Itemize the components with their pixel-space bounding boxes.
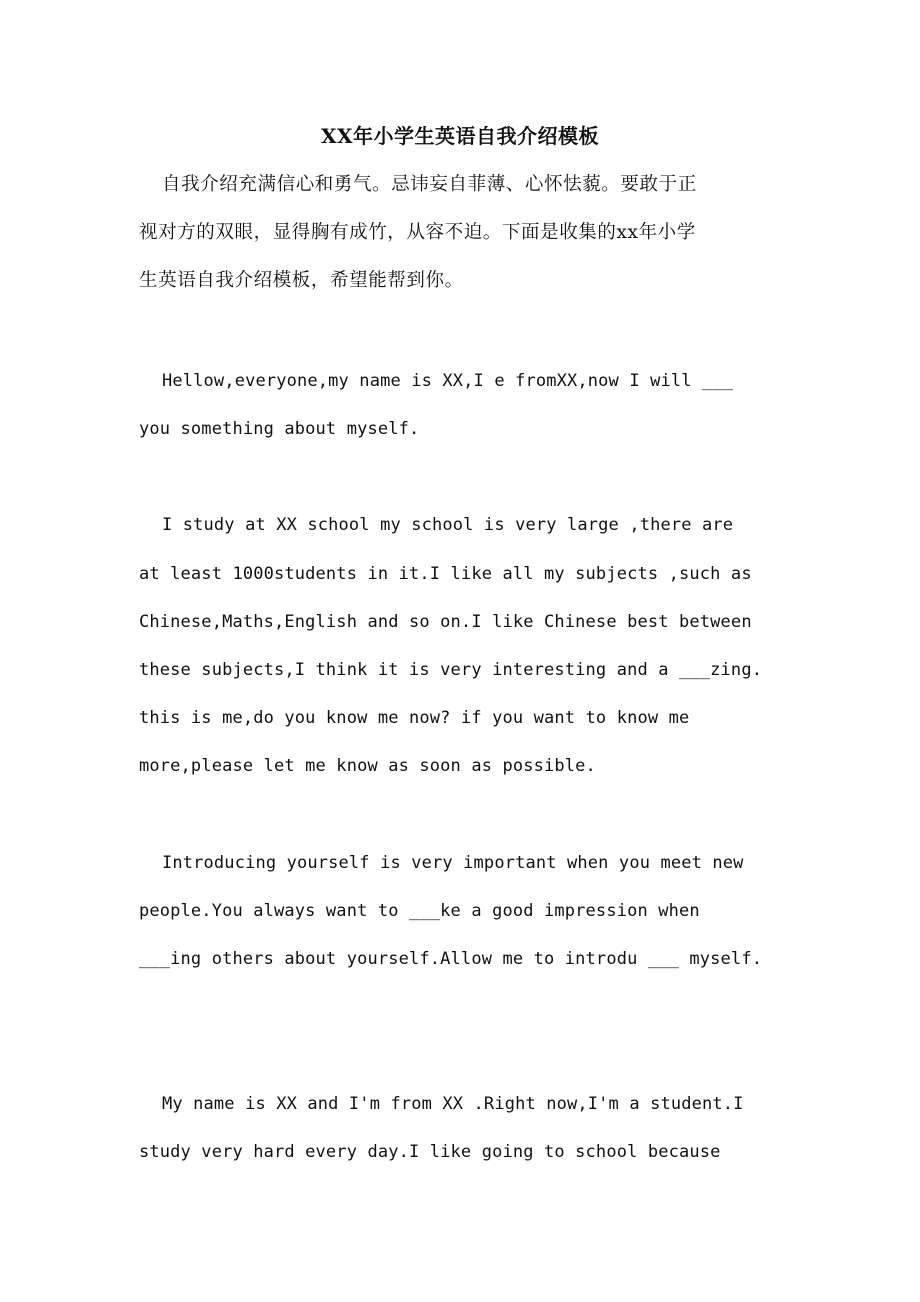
para3-line-3: ___ing others about yourself.Allow me to introdu ___ myself. [139, 949, 763, 969]
para2-line-6: more,please let me know as soon as possible. [139, 756, 596, 776]
document-title: XX年小学生英语自我介绍模板 [320, 124, 600, 148]
para2-line-5: this is me,do you know me now? if you want to know me [139, 708, 690, 728]
para4-line-1: My name is XX and I'm from XX .Right now,I'm a student.I [162, 1094, 744, 1114]
para1-line-1: Hellow,everyone,my name is XX,I e fromXX,now I will ___ [162, 371, 734, 391]
intro-line-2: 视对方的双眼，显得胸有成竹，从容不迫。下面是收集的xx年小学 [139, 222, 696, 243]
para4-line-2: study very hard every day.I like going to school because [139, 1142, 721, 1162]
intro-line-1: 自我介绍充满信心和勇气。忌讳妄自菲薄、心怀怯藐。要敢于正 [162, 174, 697, 195]
para2-line-3: Chinese,Maths,English and so on.I like Chinese best between [139, 612, 752, 632]
para3-line-1: Introducing yourself is very important when you meet new [162, 853, 744, 873]
para3-line-2: people.You always want to ___ke a good impression when [139, 901, 700, 921]
para2-line-2: at least 1000students in it.I like all my subjects ,such as [139, 564, 752, 584]
para2-line-4: these subjects,I think it is very interesting and a ___zing. [139, 660, 763, 680]
para2-line-1: I study at XX school my school is very large ,there are [162, 515, 734, 535]
intro-line-3: 生英语自我介绍模板，希望能帮到你。 [139, 270, 464, 291]
para1-line-2: you something about myself. [139, 419, 420, 439]
